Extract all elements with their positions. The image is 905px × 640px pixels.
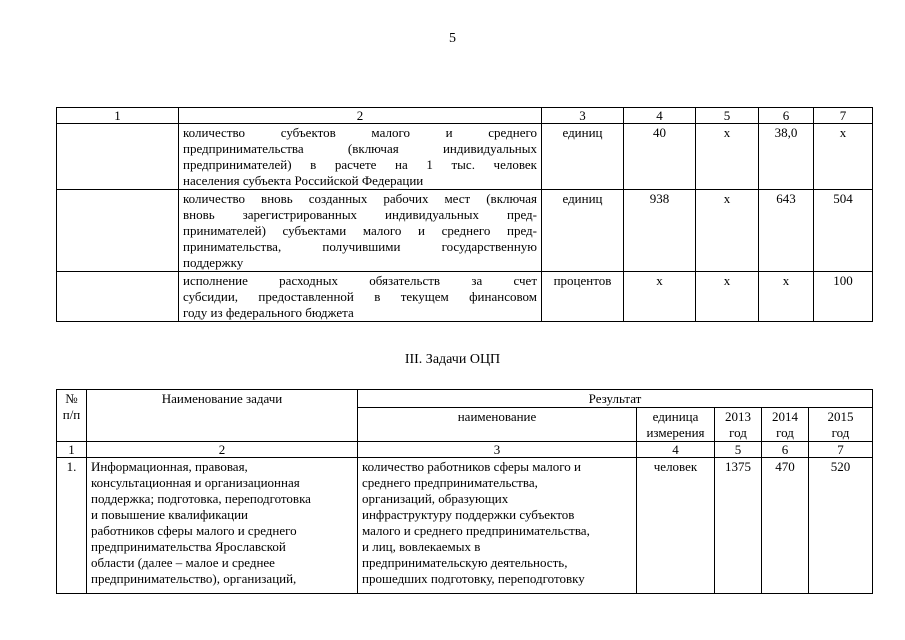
text-line: году из федерального бюджета [183,305,354,320]
text-line: и повышение квалификации [91,507,249,522]
indicator-name [179,272,542,322]
value-cell: 38,0 [759,124,814,190]
table-header-row [57,108,873,124]
header-cell: 2 [179,108,542,124]
result-name [358,458,637,594]
value-cell: 938 [624,190,696,272]
value-cell: x [696,190,759,272]
value-cell: x [696,272,759,322]
result-text [362,459,632,593]
text-line: поддержку [183,255,244,270]
column-number: 7 [809,442,873,458]
column-number: 3 [358,442,637,458]
column-number: 5 [715,442,762,458]
text-line: предпринимательство), организаций, [91,571,297,586]
text-line: принимателей) субъектами малого и среднего пред- [183,223,537,238]
empty-cell [57,272,179,322]
column-number: 4 [637,442,715,458]
text-line: малого и среднего предпринимательства, [362,523,590,538]
value-cell: x [759,272,814,322]
header-cell: 7 [814,108,873,124]
text-line: поддержка; подготовка, переподготовка [91,491,311,506]
header-line: 2013 [725,409,751,424]
section-title: III. Задачи ОЦП [404,352,501,367]
value-2013: 1375 [715,458,762,594]
text-line: Информационная, правовая, [91,459,248,474]
text-line: исполнение расходных обязательств за счет [183,273,537,288]
value-2014: 470 [762,458,809,594]
unit-cell: человек [637,458,715,594]
value-cell: x [814,124,873,190]
header-line: 2014 [772,409,798,424]
text-line: прошедших подготовку, переподготовку [362,571,585,586]
value-cell: 40 [624,124,696,190]
value-cell: 504 [814,190,873,272]
header-cell: 5 [696,108,759,124]
table-row [57,190,873,272]
header-result: Результат [358,390,873,408]
empty-cell [57,190,179,272]
text-line: количество субъектов малого и среднего [183,125,537,140]
text-line: субсидии, предоставленной в текущем финансовом [183,289,537,304]
empty-cell [57,124,179,190]
column-number: 2 [87,442,358,458]
header-cell: 1 [57,108,179,124]
header-year-2014 [762,408,809,442]
text-line: организаций, образующих [362,491,509,506]
text-line: вновь зарегистрированных индивидуальных пред- [183,207,537,222]
column-number-row [57,442,873,458]
header-cell: 3 [542,108,624,124]
indicators-table [56,107,873,322]
table-row [57,272,873,322]
header-line: п/п [62,407,81,422]
indicator-name [179,124,542,190]
text-line: количество вновь созданных рабочих мест (включая [183,191,537,206]
tasks-table [56,389,873,594]
value-cell: 100 [814,272,873,322]
text-line: предпринимателей) в расчете на 1 тыс. человек [183,157,537,172]
task-text [91,459,353,593]
header-year-2013 [715,408,762,442]
header-cell: 6 [759,108,814,124]
column-number: 1 [57,442,87,458]
text-line: предпринимательскую деятельность, [362,555,568,570]
text-line: работников сферы малого и среднего [91,523,297,538]
header-year-2015 [809,408,873,442]
value-cell: 643 [759,190,814,272]
text-line: количество работников сферы малого и [362,459,581,474]
value-cell: x [624,272,696,322]
row-number: 1. [57,458,87,594]
text-line: предпринимательства (включая индивидуальных [183,141,537,156]
header-number [57,390,87,442]
text-line: и лиц, вовлекаемых в [362,539,481,554]
header-line: 2015 [827,409,854,424]
text-line: консультационная и организационная [91,475,300,490]
indicator-name [179,190,542,272]
header-task-name: Наименование задачи [87,390,358,442]
header-line: год [831,425,850,440]
value-2015: 520 [809,458,873,594]
table-header-row [57,390,873,408]
unit-cell: процентов [542,272,624,322]
text-line: инфраструктуру поддержки субъектов [362,507,575,522]
page-number: 5 [449,31,456,46]
header-result-name: наименование [358,408,637,442]
text-line: области (далее – малое и среднее [91,555,275,570]
header-line: измерения [646,425,705,440]
header-line: единица [652,409,699,424]
task-name [87,458,358,594]
unit-cell: единиц [542,124,624,190]
text-line: принимательства, получившими государственную [183,239,537,254]
column-number: 6 [762,442,809,458]
unit-cell: единиц [542,190,624,272]
text-line: населения субъекта Российской Федерации [183,173,424,188]
text-line: предпринимательства Ярославской [91,539,286,554]
table-row [57,458,873,594]
header-line: год [729,425,747,440]
header-cell: 4 [624,108,696,124]
header-line: год [776,425,794,440]
table-row [57,124,873,190]
text-line: среднего предпринимательства, [362,475,538,490]
header-line: № [65,391,78,406]
value-cell: x [696,124,759,190]
header-unit [637,408,715,442]
